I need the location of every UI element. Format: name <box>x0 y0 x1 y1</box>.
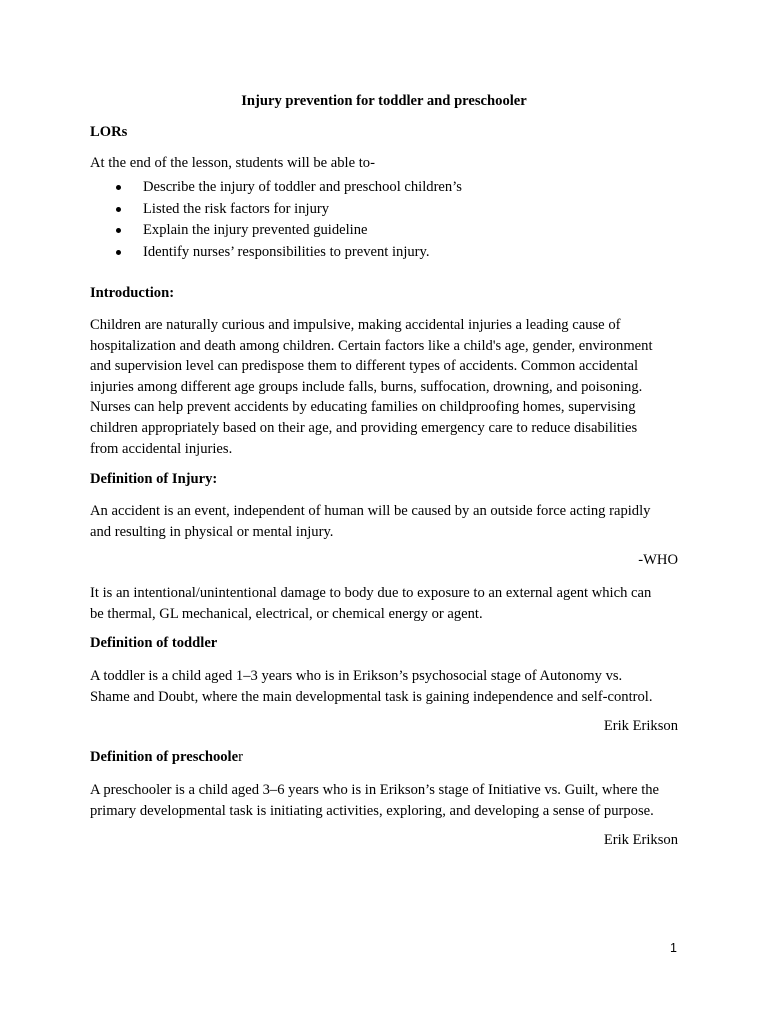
lors-heading: LORs <box>90 124 128 140</box>
list-item: Identify nurses’ responsibilities to prevent injury. <box>90 242 462 264</box>
list-item: Describe the injury of toddler and preschool children’s <box>90 177 462 199</box>
text-line: be thermal, GL mechanical, electrical, or chemical energy or agent. <box>90 605 483 622</box>
text-line: and resulting in physical or mental injury. <box>90 523 334 540</box>
toddler-source: Erik Erikson <box>603 718 678 734</box>
objectives-list <box>90 177 462 264</box>
text-line: hospitalization and death among children. Certain factors like a child's age, gender, environment <box>90 337 653 354</box>
list-item: Explain the injury prevented guideline <box>90 220 462 242</box>
injury-definition <box>90 501 650 542</box>
text-line: primary developmental task is initiating activities, exploring, and developing a sense of purpose. <box>90 802 654 819</box>
page-number: 1 <box>670 941 677 955</box>
preschooler-heading <box>90 749 243 766</box>
text-line: A toddler is a child aged 1–3 years who is in Erikson’s psychosocial stage of Autonomy vs. <box>90 668 623 684</box>
injury-heading: Definition of Injury: <box>90 471 218 487</box>
text-line: from accidental injuries. <box>90 440 233 457</box>
text-line: It is an intentional/unintentional damage to body due to exposure to an external agent which can <box>90 585 652 601</box>
preschooler-heading-bold: Definition of preschoole <box>90 749 239 765</box>
toddler-definition <box>90 666 653 707</box>
lors-intro: At the end of the lesson, students will be able to- <box>90 155 375 171</box>
text-line: injuries among different age groups include falls, burns, suffocation, drowning, and poisoning. <box>90 378 643 395</box>
injury-definition-2 <box>90 583 651 624</box>
text-line: Shame and Doubt, where the main developmental task is gaining independence and self-control. <box>90 688 653 705</box>
text-line: An accident is an event, independent of human will be caused by an outside force acting rapidly <box>90 503 651 519</box>
text-line: A preschooler is a child aged 3–6 years who is in Erikson’s stage of Initiative vs. Guilt, where the <box>90 782 660 798</box>
injury-source: -WHO <box>638 552 678 568</box>
preschooler-source: Erik Erikson <box>603 832 678 848</box>
toddler-heading: Definition of toddler <box>90 635 218 651</box>
preschooler-heading-tail: r <box>238 749 243 765</box>
preschooler-definition <box>90 780 659 821</box>
introduction-heading: Introduction: <box>90 285 175 301</box>
text-line: Children are naturally curious and impulsive, making accidental injuries a leading cause of <box>90 317 621 333</box>
list-item: Listed the risk factors for injury <box>90 199 462 221</box>
text-line: children appropriately based on their age, and providing emergency care to reduce disabilities <box>90 419 638 436</box>
document-title: Injury prevention for toddler and preschooler <box>241 93 527 109</box>
text-line: and supervision level can predispose them to different types of accidents. Common accidental <box>90 358 639 375</box>
introduction-paragraph <box>90 315 653 459</box>
text-line: Nurses can help prevent accidents by educating families on childproofing homes, supervising <box>90 399 636 416</box>
